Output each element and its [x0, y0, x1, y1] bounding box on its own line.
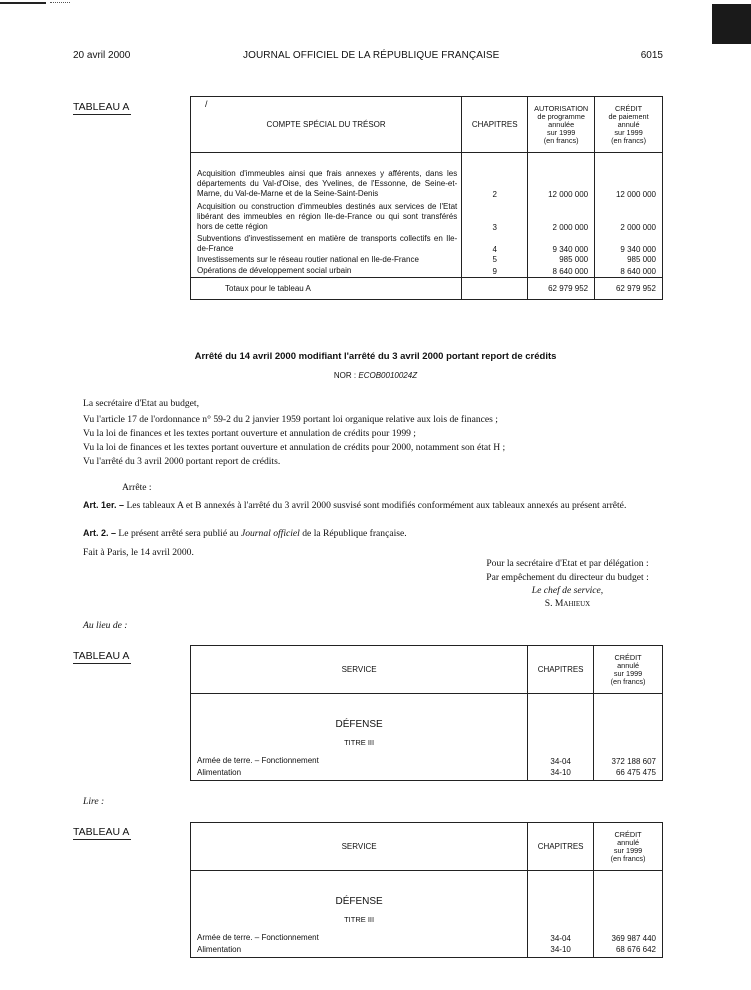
header-date: 20 avril 2000 [73, 50, 131, 61]
table2-header-service: SERVICE [191, 646, 528, 694]
table2-label: TABLEAU A [73, 650, 130, 662]
corner-registration-mark [0, 0, 70, 6]
table3-header-chapitres: CHAPITRES [528, 823, 594, 871]
table3-label: TABLEAU A [73, 826, 130, 838]
table3-header-credit: CRÉDIT annulé sur 1999 (en francs) [594, 823, 663, 871]
table3 [190, 822, 663, 958]
arrete-line-1: La secrétaire d'Etat au budget, [83, 398, 199, 409]
header-page-number: 6015 [640, 50, 663, 61]
article-2: Art. 2. – Le présent arrêté sera publié au Journal officiel de la République française. [83, 528, 407, 539]
article-1-text: Les tableaux A et B annexés à l'arrêté du 3 avril 2000 susvisé sont modifiés conformément aux tableaux annexés au présent arrêté. [126, 500, 627, 511]
table2-header-credit: CRÉDIT annulé sur 1999 (en francs) [594, 646, 663, 694]
journal-officiel-italic: Journal officiel [240, 528, 300, 539]
fait-a-paris: Fait à Paris, le 14 avril 2000. [83, 547, 194, 558]
table1-tick-mark: / [205, 99, 208, 109]
table1 [190, 96, 663, 300]
article-1 [73, 500, 663, 511]
article-1-label: Art. 1er. – [83, 500, 125, 510]
table3-section [191, 871, 528, 929]
table1-header-compte: / COMPTE SPÉCIAL DU TRÉSOR [191, 97, 462, 153]
page-header [73, 50, 663, 64]
table-row: Opérations de développement social urbain 9 8 640 000 8 640 000 [191, 266, 663, 278]
signature-line-1: Pour la secrétaire d'Etat et par délégation : [486, 558, 649, 569]
arrete-line-4: Vu la loi de finances et les textes portant ouverture et annulation de crédits pour 2000, notamment son état H ; [83, 442, 506, 453]
table-row: Armée de terre. – Fonctionnement 34-04 369 987 440 [191, 929, 663, 943]
lire-label: Lire : [83, 796, 105, 807]
table-row: Investissements sur le réseau routier national en Ile-de-France 5 985 000 985 000 [191, 254, 663, 266]
page-edge-tab [712, 4, 751, 44]
table2-section [191, 694, 528, 752]
nor-reference: NOR : ECOB0010024Z [333, 371, 418, 380]
table-row: Armée de terre. – Fonctionnement 34-04 372 188 607 [191, 752, 663, 766]
table3-section-title: DÉFENSE [335, 895, 383, 907]
table1-total-row: Totaux pour le tableau A 62 979 952 62 979 952 [191, 278, 663, 300]
signature-line-3: Le chef de service, [531, 585, 604, 596]
table3-titre: TITRE III [344, 914, 375, 924]
header-journal-title: JOURNAL OFFICIEL DE LA RÉPUBLIQUE FRANÇAISE [243, 50, 500, 61]
arrete-line-5: Vu l'arrêté du 3 avril 2000 portant report de crédits. [83, 456, 281, 467]
table-row: Alimentation 34-10 66 475 475 [191, 766, 663, 781]
table3-header-service: SERVICE [191, 823, 528, 871]
table1-header-credit: CRÉDIT de paiement annulé sur 1999 (en francs) [595, 97, 663, 153]
table-row: Subventions d'investissement en matière de transports collectifs en Ile-de-France 4 9 340 000 9 340 000 [191, 232, 663, 254]
table1-label: TABLEAU A [73, 101, 130, 113]
table1-header-autorisation: AUTORISATION de programme annulée sur 1999 (en francs) [528, 97, 595, 153]
arrete-verb: Arrête : [122, 482, 152, 493]
table-row: Acquisition ou construction d'immeubles destinés aux services de l'Etat libérant des immeubles en région Ile-de-France ou qui sont transférés hors de cette région 3 2 000 000 2 000 000 [191, 199, 663, 232]
table2 [190, 645, 663, 781]
arrete-line-2: Vu l'article 17 de l'ordonnance n° 59-2 du 2 janvier 1959 portant loi organique relative aux lois de finances ; [83, 414, 498, 425]
arrete-title: Arrêté du 14 avril 2000 modifiant l'arrêté du 3 avril 2000 portant report de crédits [194, 351, 557, 362]
table-row: Acquisition d'immeubles ainsi que frais annexes y afférents, dans les départements du Val-d'Oise, des Yvelines, de l'Essonne, de Seine-et-Marne, du Val-de-Marne et de la Seine-Saint-Denis 2 12 000 000 12 000 000 [191, 167, 663, 199]
table2-titre: TITRE III [344, 737, 375, 747]
table2-header-chapitres: CHAPITRES [528, 646, 594, 694]
table-row: Alimentation 34-10 68 676 642 [191, 943, 663, 958]
arrete-line-3: Vu la loi de finances et les textes portant ouverture et annulation de crédits pour 1999 ; [83, 428, 416, 439]
signature-line-2: Par empêchement du directeur du budget : [486, 572, 649, 583]
au-lieu-de-label: Au lieu de : [83, 620, 128, 631]
signature-name: S. Mahieux [544, 598, 591, 609]
nor-code: ECOB0010024Z [358, 371, 418, 380]
article-2-label: Art. 2. – [83, 528, 117, 538]
table1-header-chapitres: CHAPITRES [462, 97, 528, 153]
table2-section-title: DÉFENSE [335, 718, 383, 730]
